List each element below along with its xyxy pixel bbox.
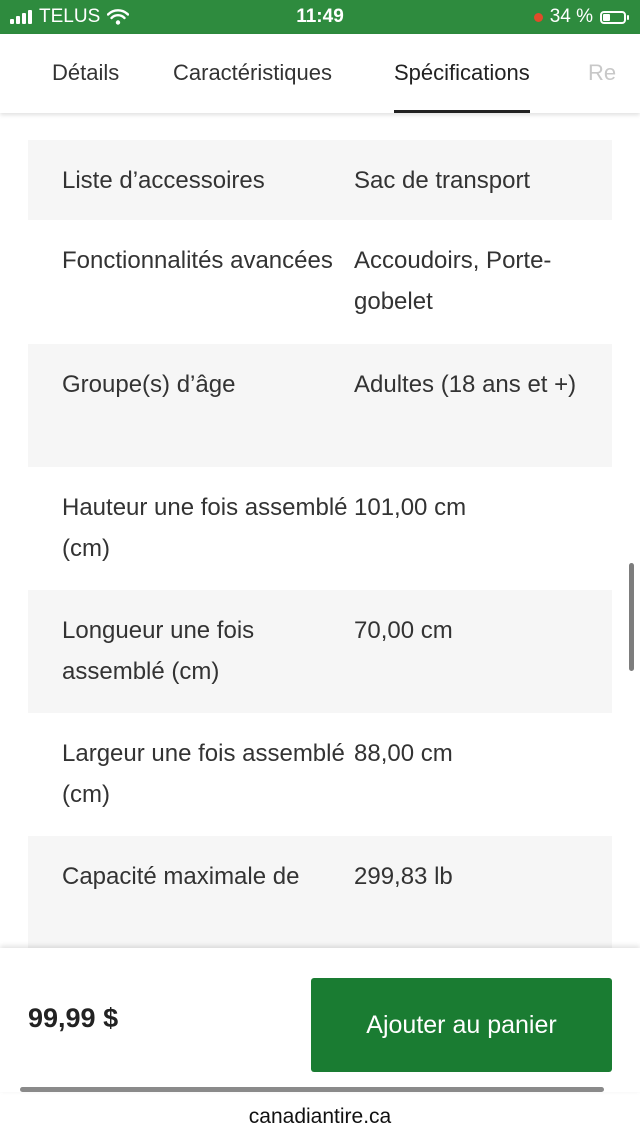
spec-value: 70,00 cm <box>354 617 453 644</box>
purchase-bar <box>0 948 640 1092</box>
tab-specifications[interactable]: Spécifications <box>394 34 530 113</box>
spec-value: Adultes (18 ans et +) <box>354 371 577 398</box>
vertical-scrollbar[interactable] <box>629 563 634 671</box>
battery-percent: 34 % <box>549 6 593 27</box>
spec-row <box>28 220 612 344</box>
recording-dot-icon <box>534 13 543 22</box>
url-domain[interactable]: canadiantire.ca <box>248 1105 392 1128</box>
carrier-label: TELUS <box>39 6 101 27</box>
tab-details[interactable]: Détails <box>52 60 120 85</box>
spec-row <box>28 467 612 590</box>
spec-value: 101,00 cm <box>354 494 467 521</box>
spec-key: Liste d’accessoires <box>62 167 265 194</box>
spec-row <box>28 140 612 220</box>
spec-key: Capacité maximale de <box>62 863 300 890</box>
wifi-icon <box>107 9 129 25</box>
spec-row <box>28 590 612 713</box>
status-left <box>10 6 129 28</box>
battery-icon <box>600 11 626 24</box>
status-right <box>534 6 626 28</box>
spec-value: Sac de transport <box>354 167 531 194</box>
spec-value: Accoudoirs, Porte-gobelet <box>354 247 552 315</box>
horizontal-scrollbar[interactable] <box>20 1087 604 1092</box>
spec-key: Longueur une fois assemblé (cm) <box>62 617 255 685</box>
browser-address-bar[interactable] <box>0 1096 640 1138</box>
clock: 11:49 <box>296 6 344 27</box>
spec-key: Fonctionnalités avancées <box>62 247 333 274</box>
spec-table <box>28 140 612 948</box>
tab-features[interactable]: Caractéristiques <box>173 60 332 85</box>
tab-bar <box>0 34 640 113</box>
spec-key: Groupe(s) d’âge <box>62 371 236 398</box>
signal-icon <box>10 10 32 24</box>
spec-value: 88,00 cm <box>354 740 453 767</box>
spec-row <box>28 344 612 467</box>
spec-row <box>28 713 612 836</box>
spec-key: Largeur une fois assemblé (cm) <box>62 740 345 808</box>
add-to-cart-button[interactable]: Ajouter au panier <box>311 978 612 1072</box>
spec-key: Hauteur une fois assemblé (cm) <box>62 494 348 562</box>
status-bar <box>0 0 640 34</box>
tab-reviews[interactable]: Re <box>588 60 617 85</box>
spec-row <box>28 836 612 948</box>
spec-value: 299,83 lb <box>354 863 453 890</box>
product-price: 99,99 $ <box>28 1003 119 1033</box>
